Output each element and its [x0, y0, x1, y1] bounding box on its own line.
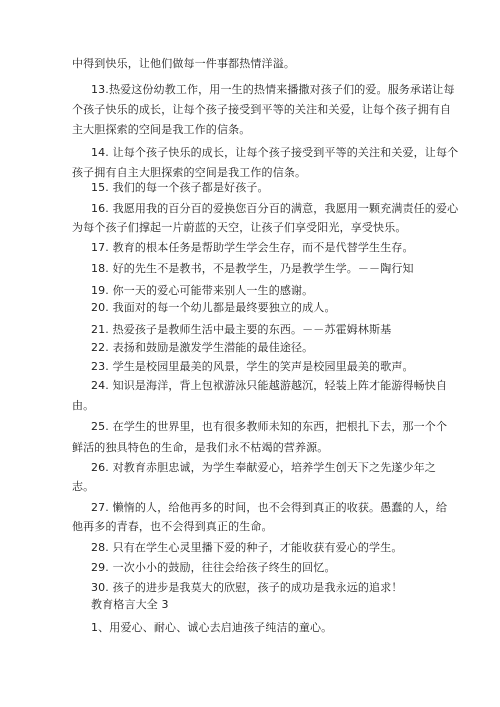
text-line: 26. 对教育赤胆忠诚，为学生奉献爱心，培养学生创天下之先遂少年之 [91, 461, 436, 474]
text-line: 25. 在学生的世界里，也有很多教师未知的东西，把根扎下去，那一个个 [91, 420, 448, 433]
text-line: 由。 [72, 399, 95, 412]
text-line: 中得到快乐，让他们做每一件事都热情洋溢。 [72, 57, 295, 70]
text-line: 18. 好的先生不是教书，不是教学生，乃是教学生学。－－陶行知 [91, 262, 414, 275]
text-line: 23. 学生是校园里最美的风景，学生的笑声是校园里最美的歌声。 [91, 360, 414, 373]
text-line: 个孩子快乐的成长，让每个孩子接受到平等的关注和关爱，让每个孩子拥有自 [72, 103, 452, 116]
text-line: 28. 只有在学生心灵里播下爱的种子，才能收获有爱心的学生。 [91, 541, 403, 554]
text-line: 主大胆探索的空间是我工作的信条。 [72, 123, 251, 136]
text-line: 13.热爱这份幼教工作，用一生的热情来播撒对孩子们的爱。服务承诺让每 [91, 83, 455, 96]
text-line: 鲜活的独具特色的生命，是我们永不枯竭的营养源。 [72, 441, 329, 454]
text-line: 1、用爱心、耐心、诚心去启迪孩子纯洁的童心。 [91, 621, 333, 634]
text-line: 15. 我们的每一个孩子都是好孩子。 [91, 181, 269, 194]
text-line: 30. 孩子的进步是我莫大的欣慰，孩子的成功是我永远的追求！ [91, 581, 403, 594]
text-line: 29. 一次小小的鼓励，往往会给孩子终生的回忆。 [91, 561, 336, 574]
text-line: 志。 [72, 480, 95, 493]
text-line: 21. 热爱孩子是教师生活中最主要的东西。－－苏霍姆林斯基 [91, 323, 392, 336]
text-line: 20. 我面对的每一个幼儿都是最终要独立的成人。 [91, 301, 336, 314]
text-line: 19. 你一天的爱心可能带来别人一生的感谢。 [91, 284, 314, 297]
text-line: 17. 教育的根本任务是帮助学生学会生存，而不是代替学生生存。 [91, 241, 414, 254]
text-line: 14. 让每个孩子快乐的成长，让每个孩子接受到平等的关注和关爱，让每个 [91, 146, 459, 159]
text-line: 16. 我愿用我的百分百的爱换您百分百的满意，我愿用一颗充满责任的爱心 [91, 202, 459, 215]
text-line: 27. 懒惰的人，给他再多的时间，也不会得到真正的收获。愚蠢的人，给 [91, 501, 448, 514]
text-line: 他再多的青春，也不会得到真正的生命。 [72, 520, 273, 533]
text-line: 孩子拥有自主大胆探索的空间是我工作的信条。 [72, 166, 307, 179]
text-line: 22. 表扬和鼓励是激发学生潜能的最佳途径。 [91, 341, 314, 354]
text-line: 24. 知识是海洋，背上包袱游泳只能越游越沉，轻装上阵才能游得畅快自 [91, 379, 448, 392]
text-line: 为每个孩子们撑起一片蔚蓝的天空，让孩子们享受阳光，享受快乐。 [72, 221, 407, 234]
section-heading: 教育格言大全 3 [91, 598, 169, 611]
